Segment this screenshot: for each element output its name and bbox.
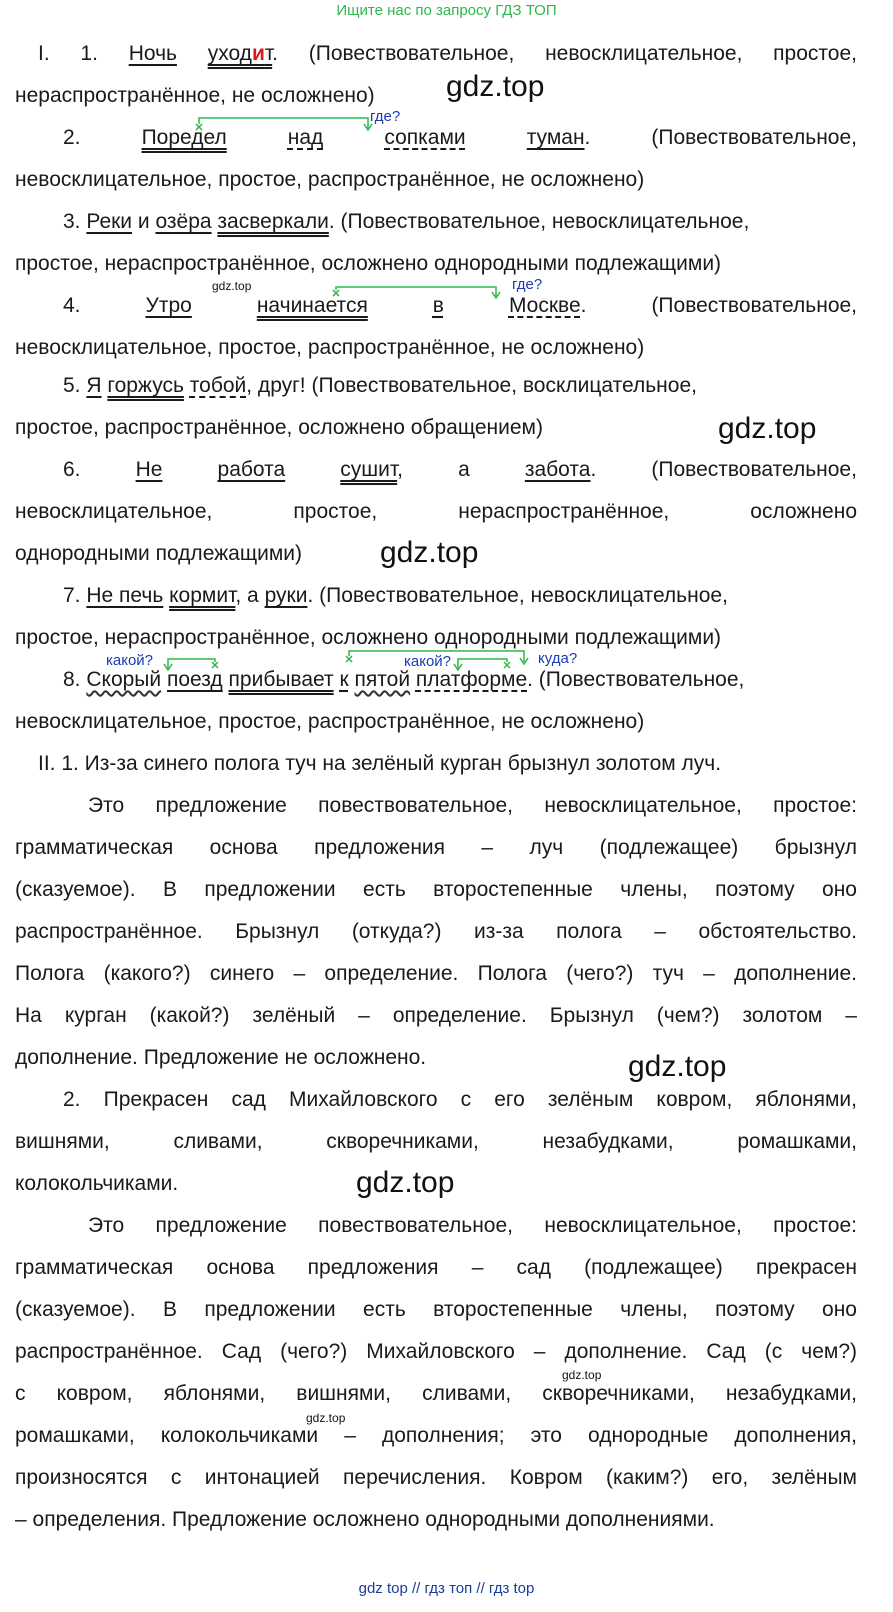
watermark-small: gdz.top [212,279,252,293]
adverbial-word: в [432,294,444,317]
subject-word: поезд [166,668,223,691]
sentence-7-line-1: 7. Не печь кормит, а руки. (Повествовательное, невосклицательное, [63,584,728,607]
sentence-7-line-2: простое, нераспространённое, осложнено однородными подлежащими) [15,626,722,649]
sentence-1-line-2: нераспространённое, не осложнено) [15,84,375,107]
subject-word: озёра [155,210,212,233]
watermark-small: gdz.top [562,1368,602,1382]
part2-s2-line: Это предложение повествовательное, невосклицательное, простое: [88,1214,857,1237]
part2-s1-line: (сказуемое). В предложении есть второстепенные члены, поэтому оно [15,878,857,901]
predicate-word: уходит [207,42,273,65]
subject-word: туман [526,126,585,149]
adverbial-word: сопками [384,126,466,149]
subject-word: Реки [86,210,133,233]
sentence-1-line-1: I. 1. Ночь уходит. (Повествовательное, невосклицательное, простое, [38,42,857,65]
predicate-word: Поредел [141,126,227,149]
part2-s1-line: распространённое. Брызнул (откуда?) из-за полога – обстоятельство. [15,920,857,943]
sentence-2-line-2: невосклицательное, простое, распространённое, не осложнено) [15,168,645,191]
subject-word: забота [524,458,591,481]
watermark: gdz.top [356,1166,455,1199]
subject-word: Не печь [86,584,164,607]
predicate-word: кормит [169,584,236,607]
sentence-2-line-1: 2. Поредел над сопками туман. (Повествовательное, [63,126,857,149]
predicate-word: прибывает [228,668,334,691]
watermark: gdz.top [628,1050,727,1083]
subject-word: Утро [145,294,192,317]
watermark: gdz.top [718,412,817,445]
watermark-small: gdz.top [306,1411,346,1425]
attribute-word: Скорый [86,668,162,691]
question-label: какой? [404,653,452,670]
question-label: где? [512,276,543,293]
adverbial-word: платформе [415,668,528,691]
watermark: gdz.top [380,536,479,569]
part2-s2-line: с ковром, яблонями, вишнями, сливами, скворечниками, незабудками, [15,1382,857,1405]
subject-word: работа [217,458,286,481]
part2-s2-line: (сказуемое). В предложении есть второстепенные члены, поэтому оно [15,1298,857,1321]
predicate-word: сушит [340,458,398,481]
sentence-4-line-2: невосклицательное, простое, распространённое, не осложнено) [15,336,645,359]
item-number: I. 1. [38,42,98,65]
part2-s1-line: дополнение. Предложение не осложнено. [15,1046,427,1069]
part2-s1-line: Полога (какого?) синего – определение. Полога (чего?) туч – дополнение. [15,962,857,985]
question-label: какой? [106,652,154,669]
sentence-3-line-2: простое, нераспространённое, осложнено однородными подлежащими) [15,252,722,275]
header-search-hint[interactable]: Ищите нас по запросу ГДЗ ТОП [336,2,557,19]
part2-s2-line: распространённое. Сад (чего?) Михайловского – дополнение. Сад (с чем?) [15,1340,857,1363]
subject-word: руки [264,584,308,607]
sentence-8-line-1: 8. Скорый поезд прибывает к пятой платформе. (Повествовательное, [63,668,745,691]
attribute-word: пятой [354,668,411,691]
predicate-word: засверкали [217,210,329,233]
sentence-8-line-2: невосклицательное, простое, распространённое, не осложнено) [15,710,645,733]
part2-s2-line: грамматическая основа предложения – сад (подлежащее) прекрасен [15,1256,857,1279]
watermark: gdz.top [446,70,545,103]
part2-s2-line: произносятся с интонацией перечисления. Ковром (каким?) его, зелёным [15,1466,857,1489]
sentence-6-line-3: однородными подлежащими) [15,542,303,565]
sentence-4-line-1: 4. Утро начинается в Москве. (Повествовательное, [63,294,858,317]
object-word: тобой [189,374,247,397]
part2-sentence-2: 2. Прекрасен сад Михайловского с его зелёным ковром, яблонями, [63,1088,857,1111]
subject-word: Я [86,374,102,397]
part2-s2-line: колокольчиками. [15,1172,179,1195]
question-label: куда? [538,650,578,667]
predicate-word: горжусь [107,374,184,397]
part2-s2-line: – определения. Предложение осложнено однородными дополнениями. [15,1508,715,1531]
predicate-word: начинается [256,294,368,317]
part2-s1-line: Это предложение повествовательное, невосклицательное, простое: [88,794,857,817]
sentence-6-line-2: невосклицательное, простое, нераспространённое, осложнено [15,500,857,523]
adverbial-word: над [287,126,324,149]
part2-s2-line: вишнями, сливами, скворечниками, незабудками, ромашками, [15,1130,857,1153]
syntax-arrows [0,0,893,760]
footer-links[interactable]: gdz top // гдз топ // гдз top [358,1580,535,1597]
part2-s2-line: ромашками, колокольчиками – дополнения; это однородные дополнения, [15,1424,857,1447]
adverbial-word: Москве [508,294,581,317]
part2-sentence-1: II. 1. Из-за синего полога туч на зелёный курган брызнул золотом луч. [38,752,722,775]
part2-s1-line: грамматическая основа предложения – луч (подлежащее) брызнул [15,836,857,859]
sentence-6-line-1: 6. Не работа сушит, а забота. (Повествовательное, [63,458,857,481]
question-label: где? [370,108,401,125]
adverbial-word: к [339,668,349,691]
subject-word: Ночь [128,42,177,65]
sentence-5-line-1: 5. Я горжусь тобой, друг! (Повествовательное, восклицательное, [63,374,697,397]
sentence-5-line-2: простое, распространённое, осложнено обращением) [15,416,543,439]
sentence-3-line-1: 3. Реки и озёра засверкали. (Повествовательное, невосклицательное, [63,210,750,233]
part2-s1-line: На курган (какой?) зелёный – определение. Брызнул (чем?) золотом – [15,1004,857,1027]
